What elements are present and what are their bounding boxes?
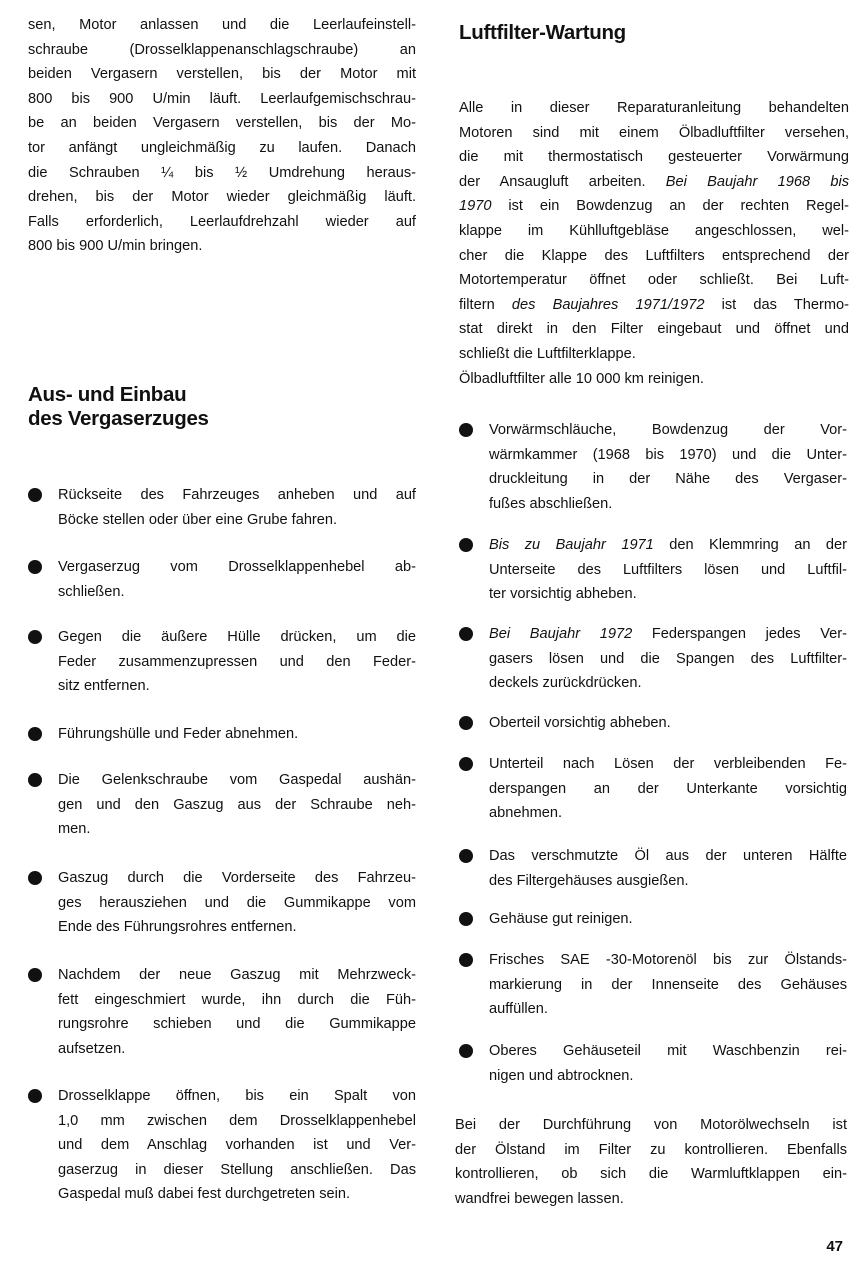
bullet-icon — [459, 757, 473, 771]
text-line: auffüllen. — [489, 1001, 548, 1018]
italic-run: Bis zu Baujahr 1971 — [489, 537, 654, 553]
text-line: drehen, bis der Motor wieder gleichmäßig läuft. — [28, 189, 416, 206]
text-line — [459, 293, 849, 318]
text-line: des Filtergehäuses ausgießen. — [489, 872, 689, 889]
text-line: Motoren sind mit einem Ölbadluftfilter versehen, — [459, 124, 849, 141]
text-line: deckels zurückdrücken. — [489, 675, 642, 692]
text-line: Gaszug durch die Vorderseite des Fahrzeu- — [58, 870, 416, 886]
step-text — [489, 948, 847, 1022]
text-run: den Klemmring an der — [653, 537, 847, 553]
text-line — [459, 194, 849, 219]
text-line: Vorwärmschläuche, Bowdenzug der Vor- — [489, 422, 847, 438]
text-line: Gegen die äußere Hülle drücken, um die — [58, 629, 416, 645]
text-line: ter vorsichtig abheben. — [489, 586, 637, 603]
text-line — [459, 170, 849, 195]
text-line: sen, Motor anlassen und die Leerlaufeinstell- — [28, 17, 416, 33]
text-line — [489, 622, 847, 647]
text-line: die Schrauben ¼ bis ½ Umdrehung heraus- — [28, 164, 416, 181]
bullet-icon — [459, 716, 473, 730]
text-line: Böcke stellen oder über eine Grube fahren. — [58, 511, 338, 528]
bullet-icon — [459, 538, 473, 552]
text-line: schraube (Drosselklappenanschlagschraube) an — [28, 41, 416, 58]
text-run: ist das Thermo- — [704, 296, 849, 313]
text-line: men. — [58, 821, 91, 838]
text-line: Alle in dieser Reparaturanleitung behandelten — [459, 100, 849, 116]
text-line: abnehmen. — [489, 805, 563, 822]
step-text — [58, 625, 416, 699]
text-line: die mit thermostatisch gesteuerter Vorwärmung — [459, 149, 849, 166]
text-line: Motortemperatur öffnet oder schließt. Bei Luft- — [459, 272, 849, 289]
text-line: Vergaserzug vom Drosselklappenhebel ab- — [58, 559, 416, 575]
step-text — [58, 722, 416, 747]
bullet-icon — [28, 871, 42, 885]
text-line: 800 bis 900 U/min läuft. Leerlaufgemischschrau- — [28, 90, 416, 107]
bullet-icon — [459, 423, 473, 437]
text-line: gaserzug in dieser Stellung anschließen. Das — [58, 1161, 416, 1178]
carburetor-idle-paragraph — [28, 13, 416, 259]
text-line: gasers lösen und die Spangen des Luftfilter- — [489, 650, 847, 667]
oil-check-paragraph — [455, 1113, 847, 1211]
text-line: Oberteil vorsichtig abheben. — [489, 715, 671, 731]
text-line — [489, 533, 847, 558]
text-line: derspangen an der Unterkante vorsichtig — [489, 780, 847, 797]
section-heading-throttle-cable — [28, 383, 209, 431]
text-line: stat direkt in den Filter eingebaut und öffnet und — [459, 321, 849, 338]
text-run: der Ansaugluft arbeiten. — [459, 173, 666, 190]
bullet-icon — [459, 1044, 473, 1058]
text-line: kontrollieren, ob sich die Warmluftklappen ein- — [455, 1166, 847, 1183]
text-line: Ende des Führungsrohres entfernen. — [58, 919, 297, 936]
bullet-icon — [459, 627, 473, 641]
bullet-icon — [459, 953, 473, 967]
bullet-icon — [459, 849, 473, 863]
step-text — [489, 844, 847, 893]
step-text — [489, 622, 847, 696]
bullet-icon — [28, 1089, 42, 1103]
step-text — [58, 483, 416, 532]
text-line: wandfrei bewegen lassen. — [455, 1190, 624, 1207]
text-line: Drosselklappe öffnen, bis ein Spalt von — [58, 1088, 416, 1104]
heading-line: Aus- und Einbau — [28, 383, 187, 406]
text-line: Oberes Gehäuseteil mit Waschbenzin rei- — [489, 1043, 847, 1059]
bullet-icon — [459, 912, 473, 926]
text-line: Führungshülle und Feder abnehmen. — [58, 726, 299, 742]
text-line: fußes abschließen. — [489, 495, 613, 512]
text-line: Unterteil nach Lösen der verbleibenden Fe- — [489, 756, 847, 772]
text-line: Gaspedal muß dabei fest durchgetreten sein. — [58, 1186, 351, 1203]
text-line: schließt die Luftfilterklappe. — [459, 345, 636, 362]
italic-run: Bei Baujahr 1972 — [489, 626, 633, 642]
text-run: Federspangen jedes Ver- — [632, 626, 848, 642]
italic-run: des Baujahres 1971/1972 — [511, 296, 705, 313]
text-line: Ölbadluftfilter alle 10 000 km reinigen. — [459, 370, 704, 387]
text-line: der Ölstand im Filter zu kontrollieren. Ebenfalls — [455, 1141, 847, 1158]
bullet-icon — [28, 968, 42, 982]
text-line: markierung in der Innenseite des Gehäuses — [489, 976, 847, 993]
step-text — [489, 418, 847, 516]
text-line: Unterseite des Luftfilters lösen und Luftfil- — [489, 561, 847, 578]
text-line: sitz entfernen. — [58, 678, 150, 695]
text-line: Bei der Durchführung von Motorölwechseln ist — [455, 1117, 847, 1133]
text-line: fett eingeschmiert wurde, ihn durch die Füh- — [58, 991, 416, 1008]
step-text — [58, 768, 416, 842]
step-text — [58, 963, 416, 1061]
text-line: Feder zusammenzupressen und den Feder- — [58, 653, 416, 670]
italic-run: 1970 — [459, 198, 492, 215]
heading-line: des Vergaserzuges — [28, 407, 209, 430]
text-line: Rückseite des Fahrzeuges anheben und auf — [58, 487, 416, 503]
text-line: Gehäuse gut reinigen. — [489, 911, 633, 927]
text-line: ges herausziehen und die Gummikappe vom — [58, 894, 416, 911]
section-heading-air-filter: Luftfilter-Wartung — [459, 21, 626, 44]
text-line: nigen und abtrocknen. — [489, 1067, 634, 1084]
text-line: gen und den Gaszug aus der Schraube neh- — [58, 796, 416, 813]
text-line: tor anfängt ungleichmäßig zu laufen. Danach — [28, 139, 416, 156]
text-line: Das verschmutzte Öl aus der unteren Hälfte — [489, 848, 847, 864]
step-text — [489, 907, 847, 932]
text-line: schließen. — [58, 583, 125, 600]
text-line: Die Gelenkschraube vom Gaspedal aushän- — [58, 772, 416, 788]
step-text — [58, 1084, 416, 1207]
page-number: 47 — [826, 1238, 843, 1255]
text-line: be an beiden Vergasern verstellen, bis der Mo- — [28, 115, 416, 132]
step-text — [58, 555, 416, 604]
step-text — [489, 711, 847, 736]
text-line: Frisches SAE -30-Motorenöl bis zur Ölstands- — [489, 952, 847, 968]
text-run: filtern — [459, 296, 512, 313]
bullet-icon — [28, 488, 42, 502]
bullet-icon — [28, 773, 42, 787]
text-run: ist ein Bowdenzug an der rechten Regel- — [491, 198, 849, 215]
step-text — [58, 866, 416, 940]
step-text — [489, 752, 847, 826]
text-line: und dem Anschlag vorhanden ist und Ver- — [58, 1137, 416, 1154]
bullet-icon — [28, 727, 42, 741]
step-text — [489, 1039, 847, 1088]
text-line: beiden Vergasern verstellen, bis der Motor mit — [28, 66, 416, 83]
text-line: Nachdem der neue Gaszug mit Mehrzweck- — [58, 967, 416, 983]
bullet-icon — [28, 560, 42, 574]
text-line: klappe im Kühlluftgebläse angeschlossen, wel- — [459, 222, 849, 239]
bullet-icon — [28, 630, 42, 644]
italic-run: Bei Baujahr 1968 bis — [665, 173, 849, 190]
air-filter-intro-paragraph — [459, 96, 849, 391]
text-line: wärmkammer (1968 bis 1970) und die Unter- — [489, 446, 847, 463]
text-line: Falls erforderlich, Leerlaufdrehzahl wieder auf — [28, 213, 416, 230]
text-line: rungsrohre schieben und die Gummikappe — [58, 1016, 416, 1033]
step-text — [489, 533, 847, 607]
text-line: druckleitung in der Nähe des Vergaser- — [489, 471, 847, 488]
text-line: cher die Klappe des Luftfilters entsprechend der — [459, 247, 849, 264]
text-line: 800 bis 900 U/min bringen. — [28, 238, 203, 255]
text-line: 1,0 mm zwischen dem Drosselklappenhebel — [58, 1112, 416, 1129]
text-line: aufsetzen. — [58, 1040, 126, 1057]
